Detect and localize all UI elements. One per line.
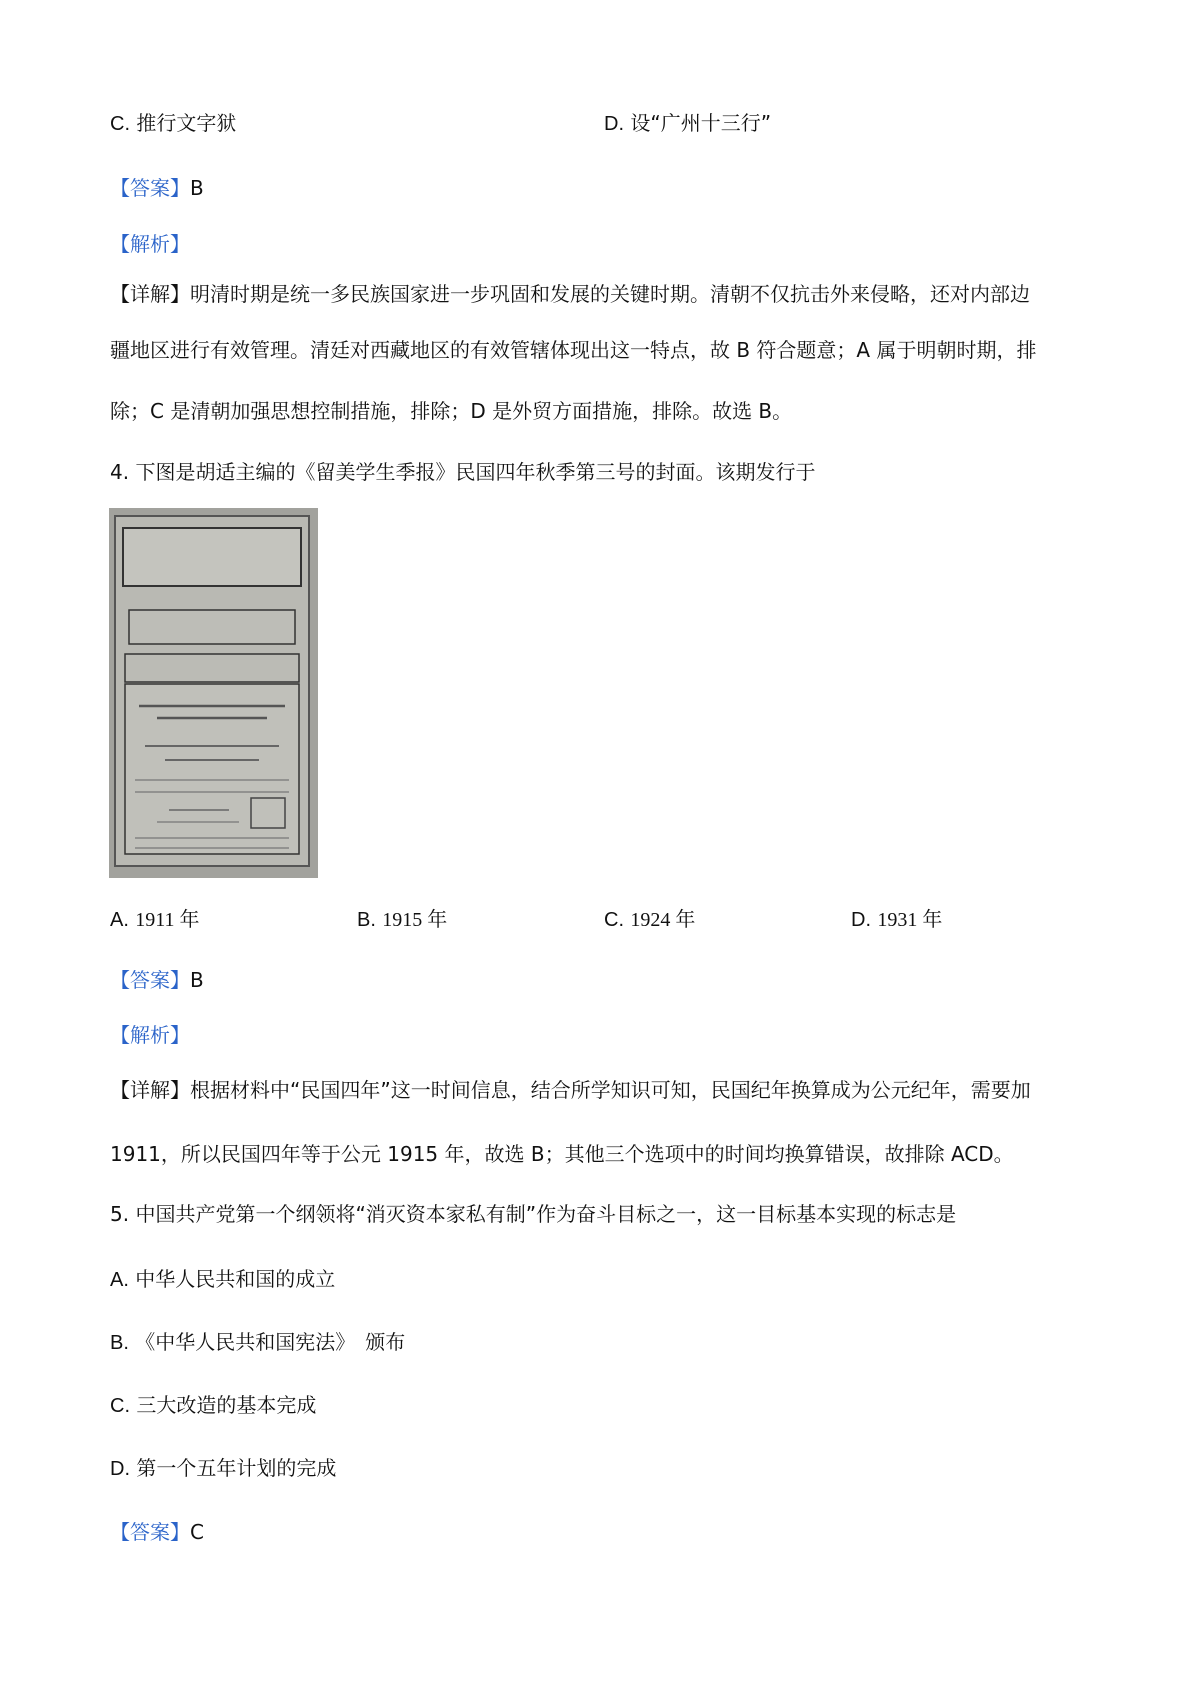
- q3-detail-line-3: 除；C 是清朝加强思想控制措施，排除；D 是外贸方面措施，排除。故选 B。: [110, 399, 793, 423]
- q3-analysis-tag: 【解析】: [110, 232, 190, 256]
- q3-detail-line-1: [110, 280, 1030, 308]
- answer-tag: 【答案】: [110, 968, 190, 992]
- detail-tag: 【详解】: [110, 282, 190, 306]
- q4-option-c: [604, 905, 695, 934]
- q3-detail-line-2: 疆地区进行有效管理。清廷对西藏地区的有效管辖体现出这一特点，故 B 符合题意；A 属于明朝时期，排: [110, 338, 1037, 362]
- q3-option-d: [604, 109, 771, 138]
- q5-option-c: [110, 1391, 316, 1420]
- detail-text: 根据材料中“民国四年”这一时间信息，结合所学知识可知，民国纪年换算成为公元纪年，需要加: [190, 1078, 1031, 1102]
- q5-stem: 5. 中国共产党第一个纲领将“消灭资本家私有制”作为奋斗目标之一，这一目标基本实现的标志是: [110, 1202, 957, 1226]
- option-letter: C.: [110, 113, 130, 135]
- q4-answer: [110, 966, 204, 994]
- q4-option-d: [851, 905, 942, 934]
- q3-option-c: [110, 109, 236, 138]
- option-text: 设“广州十三行”: [630, 111, 772, 135]
- option-text: 中华人民共和国的成立: [135, 1267, 336, 1291]
- answer-tag: 【答案】: [110, 176, 190, 200]
- answer-tag: 【答案】: [110, 1520, 190, 1544]
- option-letter: B.: [357, 909, 376, 931]
- answer-value: C: [190, 1520, 204, 1544]
- q4-stem: 4. 下图是胡适主编的《留美学生季报》民国四年秋季第三号的封面。该期发行于: [110, 460, 816, 484]
- detail-text: 明清时期是统一多民族国家进一步巩固和发展的关键时期。清朝不仅抗击外来侵略，还对内部边: [190, 282, 1030, 306]
- q5-option-d: [110, 1454, 336, 1483]
- q5-option-b: [110, 1328, 405, 1357]
- option-text: 《中华人民共和国宪法》 颁布: [135, 1330, 406, 1354]
- option-letter: D.: [110, 1458, 130, 1480]
- answer-value: B: [190, 176, 204, 200]
- option-letter: D.: [851, 909, 871, 931]
- q4-detail-line-1: [110, 1076, 1031, 1104]
- option-letter: A.: [110, 1269, 129, 1291]
- q4-analysis-tag: 【解析】: [110, 1023, 190, 1047]
- answer-value: B: [190, 968, 204, 992]
- option-text: 1931 年: [877, 909, 943, 931]
- q4-detail-line-2: 1911，所以民国四年等于公元 1915 年，故选 B；其他三个选项中的时间均换算错误，故排除 ACD。: [110, 1142, 1014, 1166]
- option-letter: B.: [110, 1332, 129, 1354]
- option-text: 1915 年: [382, 909, 448, 931]
- detail-tag: 【详解】: [110, 1078, 190, 1102]
- q4-option-a: [110, 905, 200, 934]
- q4-option-b: [357, 905, 447, 934]
- option-text: 推行文字狱: [136, 111, 237, 135]
- q5-answer: [110, 1518, 204, 1546]
- q3-answer: [110, 174, 204, 202]
- option-text: 1911 年: [135, 909, 200, 931]
- option-text: 三大改造的基本完成: [136, 1393, 317, 1417]
- option-letter: A.: [110, 909, 129, 931]
- option-letter: C.: [110, 1395, 130, 1417]
- option-text: 1924 年: [630, 909, 696, 931]
- option-letter: C.: [604, 909, 624, 931]
- magazine-cover-image: [109, 508, 318, 878]
- option-text: 第一个五年计划的完成: [136, 1456, 337, 1480]
- q5-option-a: [110, 1265, 335, 1294]
- option-letter: D.: [604, 113, 624, 135]
